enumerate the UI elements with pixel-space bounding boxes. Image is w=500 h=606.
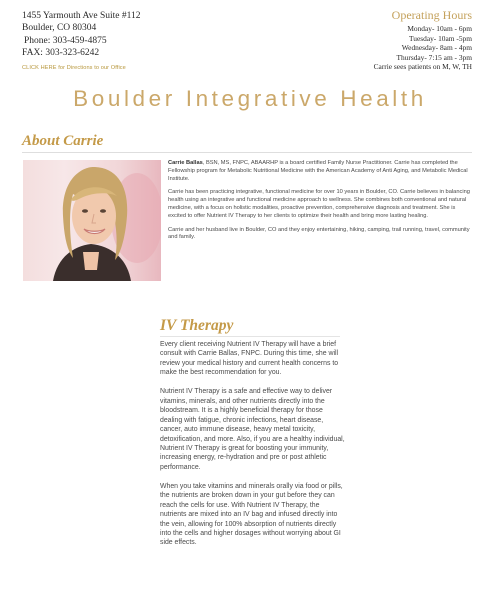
contact-info <box>22 10 141 74</box>
site-title: Boulder Integrative Health <box>73 86 427 111</box>
portrait-illustration <box>23 160 161 281</box>
iv-therapy-body <box>160 340 346 557</box>
fax-number: FAX: 303-323-6242 <box>22 48 100 59</box>
carrie-photo <box>23 160 161 281</box>
iv-paragraph-1: Every client receiving Nutrient IV Therapy will have a brief consult with Carrie Ballas, FNPC. During this time, she will review your medical history and current health concerns to make the best recommendation for you. <box>160 341 339 377</box>
about-heading: About Carrie <box>22 133 104 149</box>
hours-thursday: Thursday- 7:15 am - 3pm <box>396 52 472 62</box>
bio-name: Carrie Ballas <box>168 160 203 166</box>
bio-credentials: , BSN, MS, FNPC, ABAARHP is a board certified Family Nurse Practitioner. Carrie has completed the Fellowship program for Metabolic Nutritional Medicine with the American Academy of Anti Aging, and Metabolic Medical Institute. <box>168 160 468 182</box>
hours-tuesday: Tuesday- 10am -5pm <box>409 33 472 43</box>
phone-number: Phone: 303-459-4875 <box>24 35 107 46</box>
hours-monday: Monday- 10am - 6pm <box>407 24 472 33</box>
operating-hours-title: Operating Hours <box>391 8 472 22</box>
patient-days-note: Carrie sees patients on M, W, TH <box>373 62 472 72</box>
address-line-2: Boulder, CO 80304 <box>22 23 97 34</box>
iv-therapy-heading: IV Therapy <box>160 317 234 334</box>
bio-paragraph-2: Carrie has been practicing integrative, functional medicine for over 10 years in Boulder, CO. Carrie believes in balancing health using an integrative and functional medicine approach to wellness. She combines both conventional and natural medicine, with a focus on holistic modalities, proactive prevention, comprehensive diagnosis and treatment. She is excited to offer Nutrient IV Therapy to her clients to optimize their health and bring more lasting healing. <box>168 189 470 219</box>
hours-wednesday: Wednesday- 8am - 4pm <box>401 43 472 53</box>
bio-paragraph-3: Carrie and her husband live in Boulder, CO and they enjoy entertaining, hiking, camping, trail running, travel, community and family. <box>168 226 470 241</box>
section-divider <box>22 152 472 153</box>
iv-paragraph-2: Nutrient IV Therapy is a safe and effective way to deliver vitamins, minerals, and other nutrients directly into the bloodstream. It is a highly beneficial therapy for those dealing with fatigue, chronic infections, heart disease, cancer, auto immune disease, heavy metal toxicity, detoxification, and more. Also, if you are a healthy individual, Nutrient IV Therapy is great for boosting your immunity, increasing energy, re-hydration and pre or post athletic performance. <box>160 388 345 471</box>
iv-paragraph-3: When you take vitamins and minerals orally via food or pills, the nutrients are broken down in your gut before they can reach the cells for use. With Nutrient IV Therapy, the nutrients are mixed into an IV bag and infused directly into the vein, allowing for 100% absorption of nutrients directly into the cells and higher dosages without worrying about GI side effects. <box>160 482 343 547</box>
iv-section-divider <box>160 336 340 337</box>
operating-hours <box>374 8 472 72</box>
about-bio <box>168 160 470 248</box>
address-line-1: 1455 Yarmouth Ave Suite #112 <box>22 11 141 21</box>
directions-link[interactable]: CLICK HERE for Directions to our Office <box>22 64 126 71</box>
bio-paragraph-1 <box>168 160 470 183</box>
